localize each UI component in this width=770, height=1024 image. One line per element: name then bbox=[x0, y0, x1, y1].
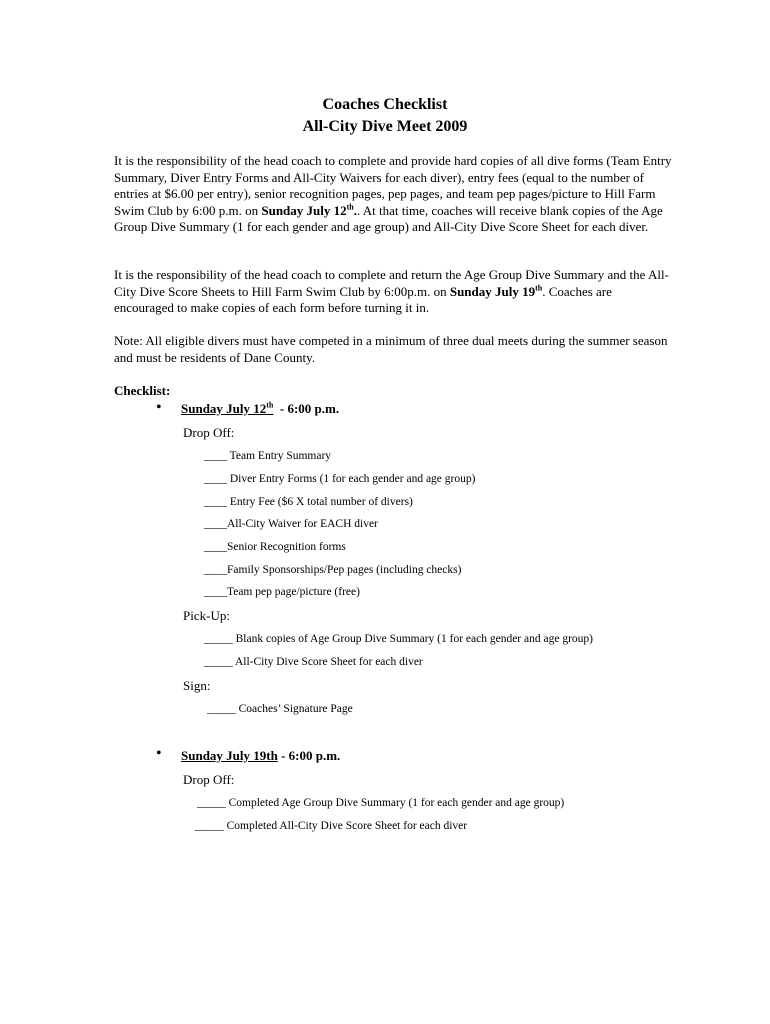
section-time: - 6:00 p.m. bbox=[277, 748, 341, 763]
checklist-item: ____Senior Recognition forms bbox=[204, 541, 346, 553]
checklist-item: ____ Diver Entry Forms (1 for each gender and age group) bbox=[204, 473, 476, 485]
section-date-heading bbox=[181, 748, 340, 764]
bullet-icon: • bbox=[156, 745, 162, 762]
paragraph-text: . At that time, coaches will receive blank copies of the Age Group Dive Summary (1 for each gender and age group) and All-City Dive Score Sheet for each diver. bbox=[114, 202, 663, 234]
section-date: Sunday July 12 bbox=[181, 401, 267, 416]
checklist-item: _____ Blank copies of Age Group Dive Summary (1 for each gender and age group) bbox=[204, 633, 593, 645]
note-paragraph: Note: All eligible divers must have competed in a minimum of three dual meets during the summer season and must be residents of Dane County. bbox=[114, 333, 668, 365]
sign-label: Sign: bbox=[183, 678, 211, 693]
section-date-heading bbox=[181, 401, 339, 417]
checklist-heading: Checklist: bbox=[114, 383, 171, 398]
intro-paragraph: It is the responsibility of the head coach to complete and provide hard copies of all dive forms (Team Entry Summary, Diver Entry Forms and All-City Waivers for each diver), entry fees (equal to the number of entries at $6.00 per entry), senior recognition pages, pep pages, and team pep pages/picture to Hill Farm Swim Club by 6:00 p.m. on Sunday July 12th.. At that time, coaches will receive blank copies of the Age Group Dive Summary (1 for each gender and age group) and All-City Dive Score Sheet for each diver. bbox=[114, 153, 672, 234]
pickup-label: Pick-Up: bbox=[183, 608, 230, 623]
checklist-item: ____ Team Entry Summary bbox=[204, 450, 332, 462]
checklist-item: _____ Coaches’ Signature Page bbox=[207, 703, 353, 715]
paragraph-date-bold: Sunday July 19 bbox=[449, 283, 536, 299]
section-date: Sunday July 19th bbox=[181, 748, 278, 763]
document-title: Coaches Checklist bbox=[322, 96, 448, 113]
checklist-item: _____ Completed All-City Dive Score Sheet for each diver bbox=[195, 820, 468, 832]
checklist-item: ____ Entry Fee ($6 X total number of divers) bbox=[204, 496, 413, 508]
section-time: - 6:00 p.m. bbox=[273, 401, 340, 416]
checklist-item: ____All-City Waiver for EACH diver bbox=[204, 518, 378, 530]
document-subtitle: All-City Dive Meet 2009 bbox=[302, 118, 468, 135]
paragraph-date-bold: Sunday July 12 bbox=[261, 202, 347, 218]
checklist-item: _____ All-City Dive Score Sheet for each diver bbox=[204, 656, 423, 668]
paragraph-date-suffix: th bbox=[346, 202, 354, 212]
paragraph-text: It is the responsibility of the head coach to complete and provide hard copies of all dive forms (Team Entry Summary, Diver Entry Forms and All-City Waivers for each diver), entry fees (equal to the number of entries at $6.00 per entry), senior recognition pages, pep pages, and team pep pages/picture to Hill Farm Swim Club by 6:00 p.m. on bbox=[114, 153, 672, 218]
paragraph-date-suffix: th bbox=[535, 283, 543, 293]
dropoff-label: Drop Off: bbox=[183, 772, 235, 787]
checklist-item: ____Family Sponsorships/Pep pages (including checks) bbox=[204, 564, 462, 576]
checklist-item: _____ Completed Age Group Dive Summary (1 for each gender and age group) bbox=[197, 797, 565, 809]
dropoff-label: Drop Off: bbox=[183, 425, 235, 440]
paragraph-text: It is the responsibility of the head coach to complete and return the Age Group Dive Summary and the All-City Dive Score Sheets to Hill Farm Swim Club by 6:00p.m. on bbox=[114, 267, 669, 299]
checklist-item: ____Team pep page/picture (free) bbox=[204, 586, 360, 598]
section-date-suffix: th bbox=[266, 400, 274, 410]
return-paragraph bbox=[114, 267, 674, 317]
paragraph-text: . Coaches are encouraged to make copies of each form before turning it in. bbox=[114, 283, 612, 315]
bullet-icon: • bbox=[156, 399, 162, 416]
